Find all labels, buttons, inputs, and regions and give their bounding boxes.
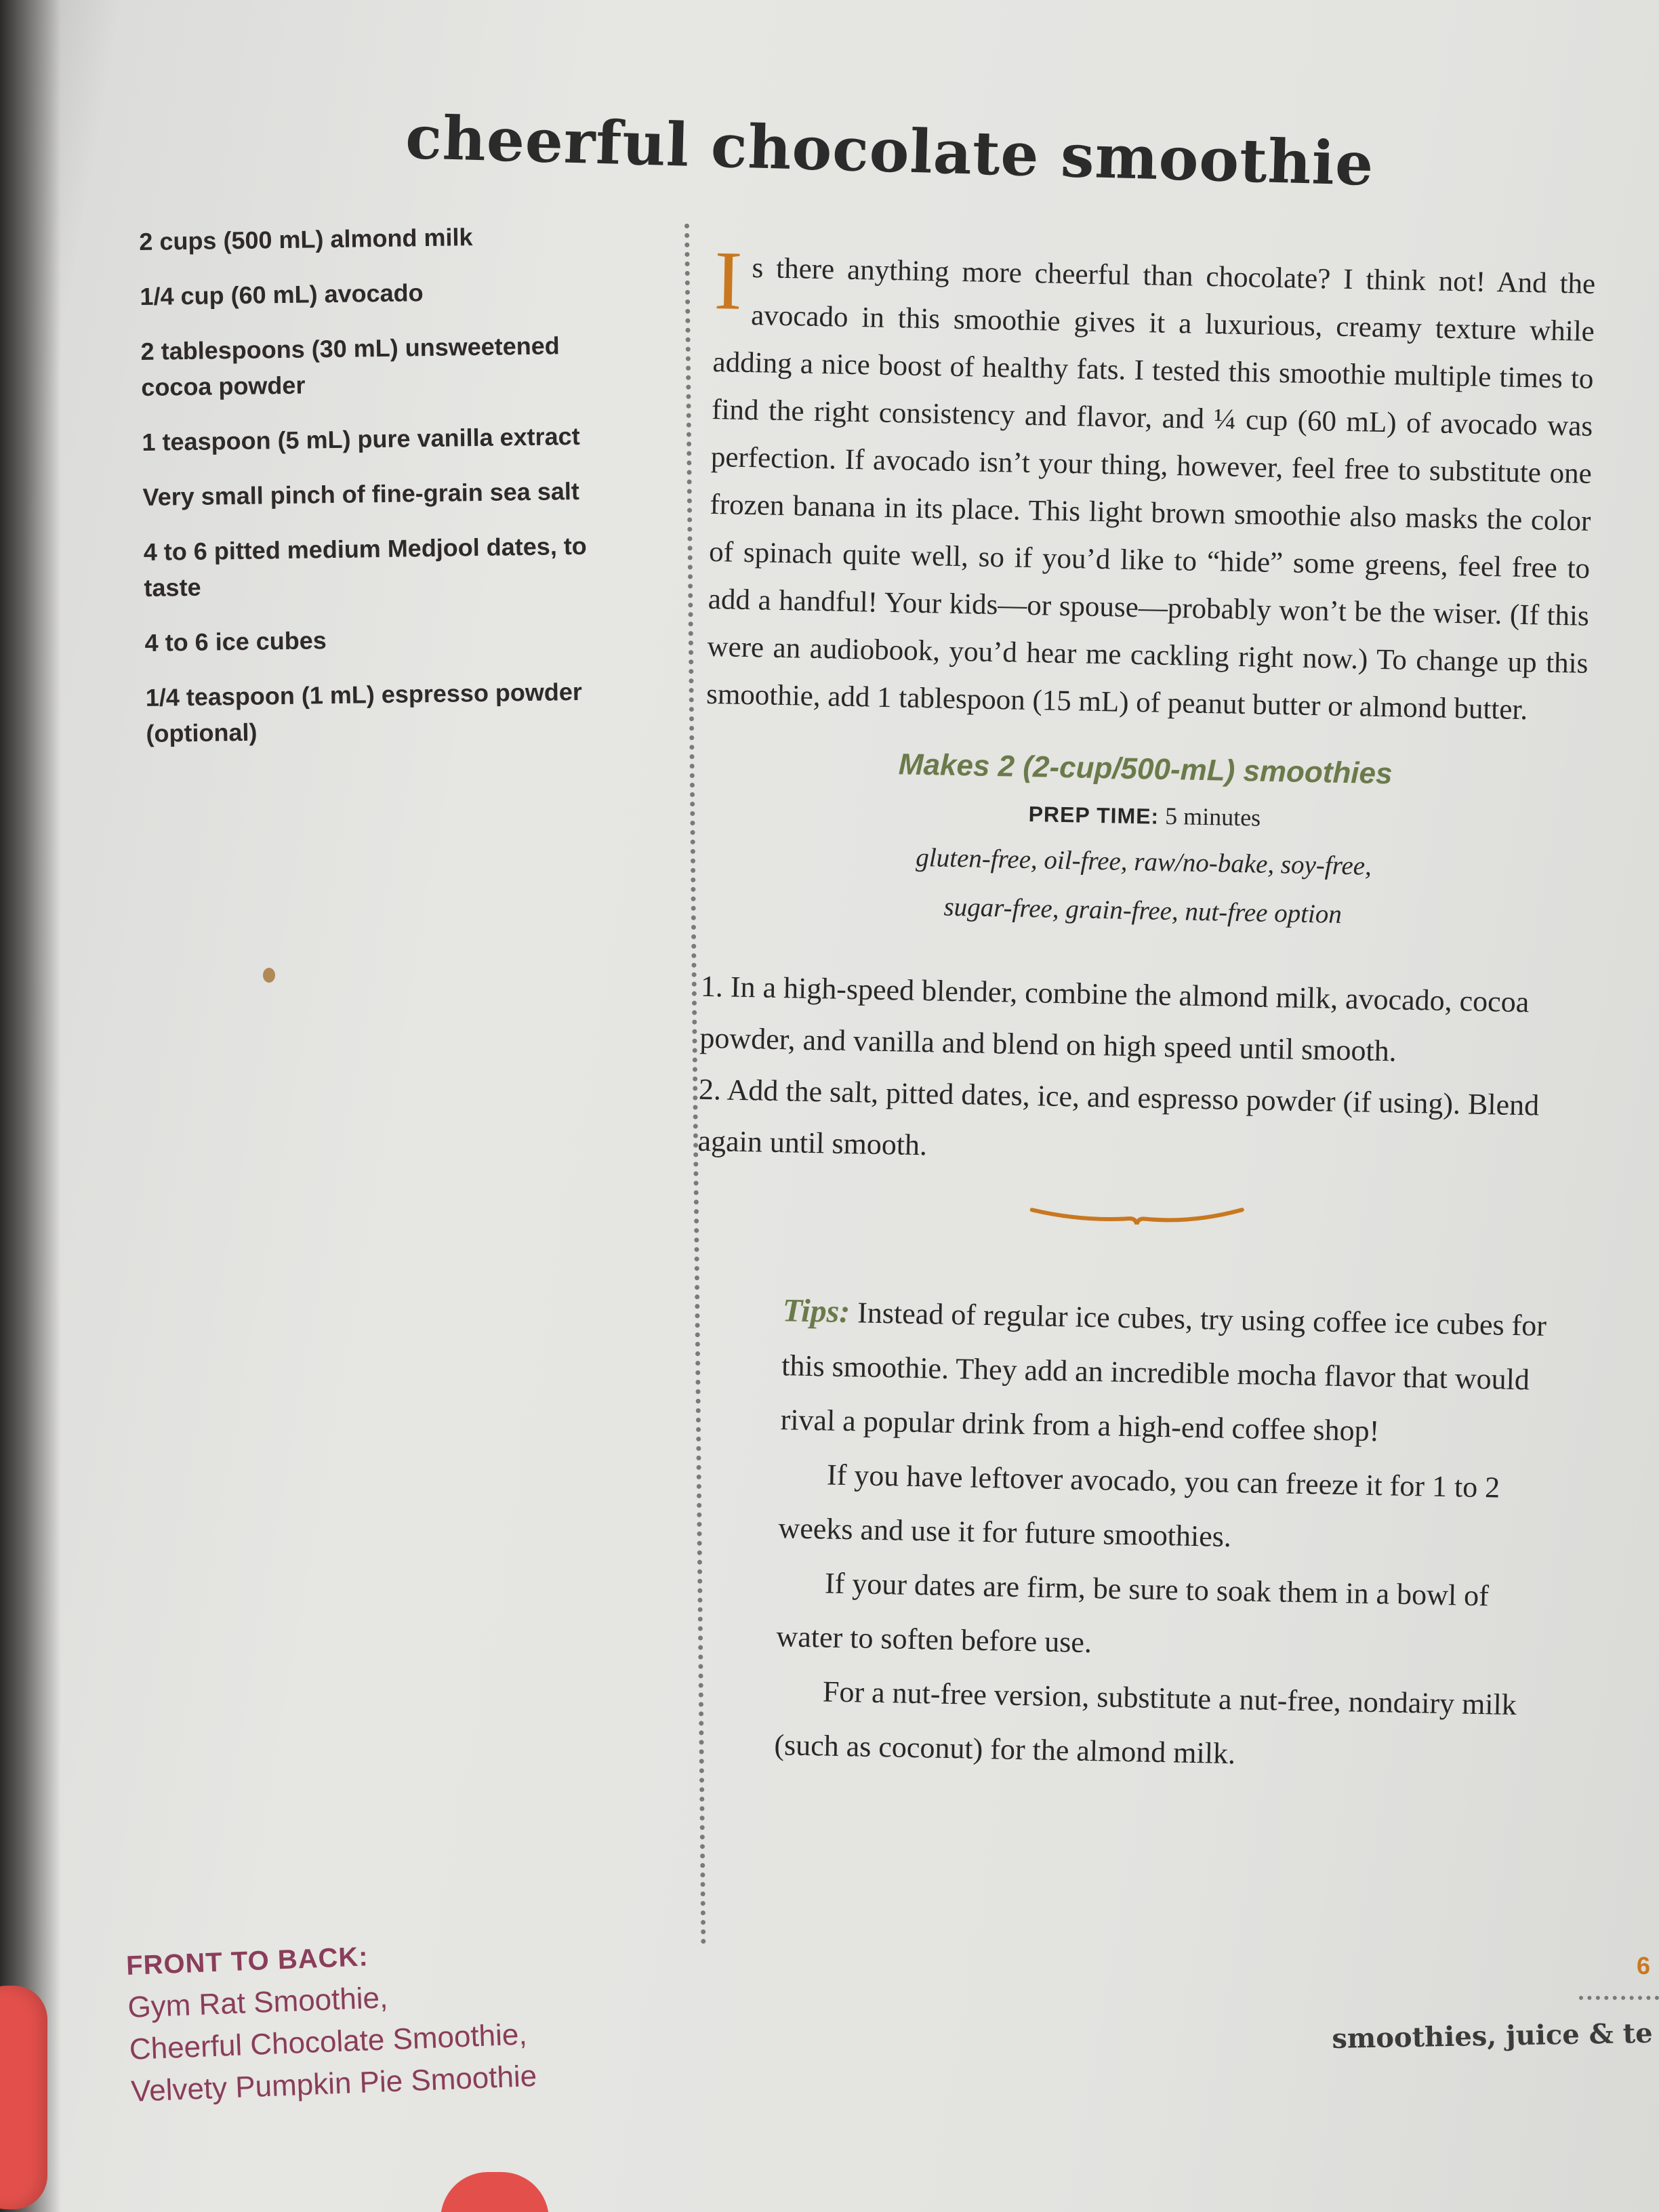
diet-tags-line: sugar-free, grain-free, nut-free option [943, 892, 1343, 929]
photo-caption-item: Velvety Pumpkin Pie Smoothie [130, 2059, 538, 2108]
instruction-step: 1. In a high-speed blender, combine the almond milk, avocado, cocoa powder, and vanilla and blend on high speed until smooth. [699, 969, 1530, 1068]
photo-caption-item: Gym Rat Smoothie, [127, 1981, 389, 2024]
tips-text: Instead of regular ice cubes, try using coffee ice cubes for this smoothie. They add an incredible mocha flavor that would rival a popular drink from a high-end coffee shop! [780, 1296, 1547, 1448]
diet-tags-line: gluten-free, oil-free, raw/no-bake, soy-free, [915, 842, 1372, 881]
fingertip [0, 1986, 47, 2209]
swash-ornament-icon [1028, 1200, 1246, 1231]
yield-line: Makes 2 (2-cup/500-mL) smoothies [898, 747, 1393, 791]
ingredient-item: 1/4 cup (60 mL) avocado [140, 279, 424, 310]
diet-tags [702, 830, 1585, 944]
ingredient-item: 4 to 6 ice cubes [144, 626, 327, 657]
intro-text: s there anything more cheerful than chocolate? I think not! And the avocado in this smoothie gives it a luxurious, creamy texture while adding a nice boost of healthy fats. I tested this smoothie multiple times to find the right consistency and flavor, and ¼ cup (60 mL) of avocado was perfection. If avocado isn’t your thing, however, feel free to substitute one frozen banana in its place. This light brown smoothie also masks the color of spinach quite well, so if you’d like to “hide” some greens, feel free to add a handful! Your kids—or spouse—probably won’t be the wiser. (If this were an audiobook, you’d hear me cackling right now.) To change up this smoothie, add 1 tablespoon (15 mL) of peanut butter or almond butter. [705, 252, 1596, 726]
tips-paragraph [780, 1284, 1549, 1462]
ingredient-list [139, 217, 641, 771]
tips-label: Tips: [782, 1292, 851, 1330]
tips-paragraph: If you have leftover avocado, you can freeze it for 1 to 2 weeks and use it for future smoothies. [778, 1458, 1500, 1553]
ingredient-item: 2 cups (500 mL) almond milk [139, 223, 473, 255]
ingredient-item: 4 to 6 pitted medium Medjool dates, to taste [143, 531, 588, 602]
fingertip [441, 2172, 549, 2212]
recipe-body [686, 234, 1596, 1788]
prep-time-value: 5 minutes [1164, 802, 1261, 832]
tips-paragraph: For a nut-free version, substitute a nut-free, nondairy milk (such as coconut) for the almond milk. [774, 1675, 1517, 1771]
drop-cap: I [713, 234, 743, 327]
tips-section [774, 1284, 1549, 1787]
spine-shadow [0, 0, 61, 2212]
section-name: smoothies, juice & te [1332, 2017, 1653, 2055]
recipe-title: cheerful chocolate smoothie [405, 102, 1375, 199]
page-smudge [263, 968, 275, 983]
ingredient-item: Very small pinch of fine-grain sea salt [142, 476, 580, 511]
ingredient-item: 2 tablespoons (30 mL) unsweetened cocoa powder [140, 331, 560, 401]
footer-dotted-rule [1579, 1996, 1659, 2000]
photo-caption-label: FRONT TO BACK: [125, 1942, 369, 1981]
tips-paragraph: If your dates are firm, be sure to soak them in a bowl of water to soften before use. [776, 1566, 1490, 1660]
photo-caption [125, 1921, 741, 2112]
page-number: 6 [1637, 1952, 1651, 1980]
prep-time-label: PREP TIME: [1028, 802, 1160, 829]
instructions [697, 961, 1582, 1184]
ingredient-item: 1 teaspoon (5 mL) pure vanilla extract [142, 422, 580, 456]
intro-paragraph [705, 234, 1596, 735]
photo-caption-item: Cheerful Chocolate Smoothie, [128, 2018, 528, 2066]
instruction-step: 2. Add the salt, pitted dates, ice, and espresso powder (if using). Blend again until smooth. [697, 1072, 1540, 1162]
ingredient-item: 1/4 teaspoon (1 mL) espresso powder (optional) [145, 677, 583, 747]
